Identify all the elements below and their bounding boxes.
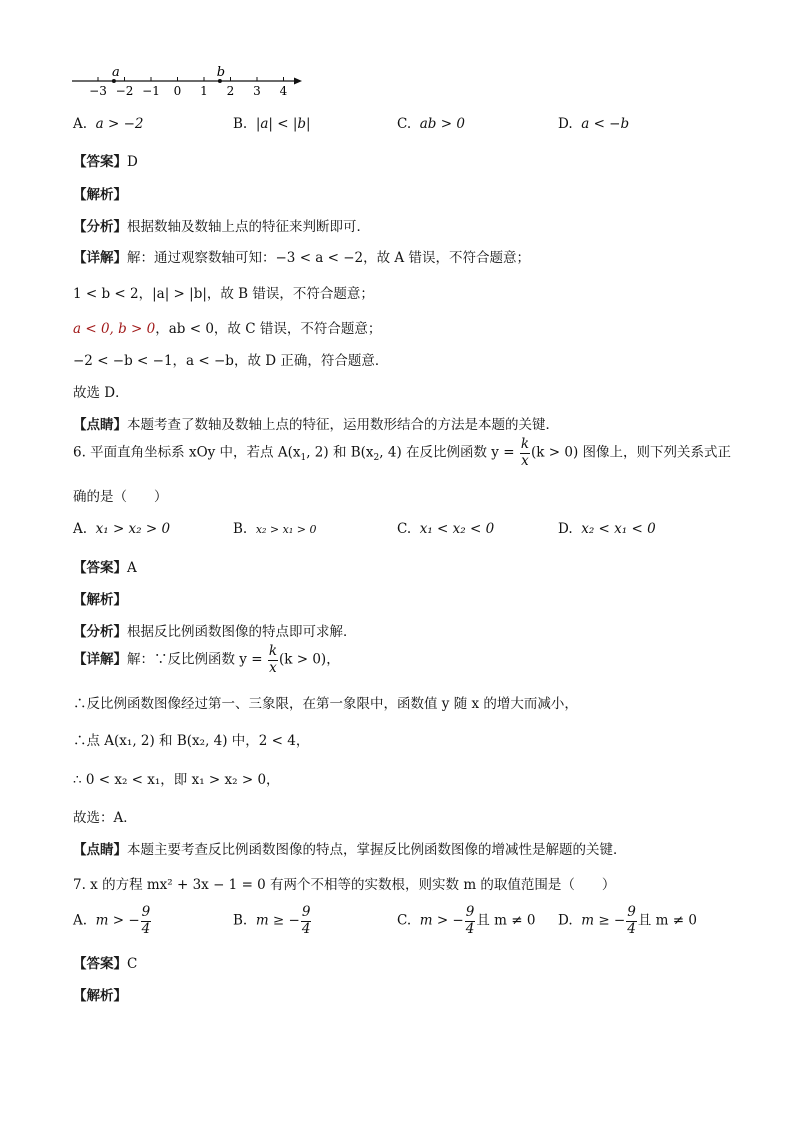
q6-key-point: 【点睛】本题主要考查反比例函数图像的特点，掌握反比例函数图像的增减性是解题的关键． [73,842,627,858]
q5-detail-2: 1 < b < 2，|a| > |b|，故 B 错误，不符合题意； [73,286,374,302]
q7-option-c: C. m > − $\frac{9}{4}$ 且 m ≠ 0 [397,904,536,937]
q6-stem: 6. 平面直角坐标系 xOy 中，若点 $A(x_1$, 2) 和 $B(x_2$, 4) 在反比例函数 y = $\frac{k}{x}$ (k > 0) 图像上，则下列关系式正 [73,436,732,469]
q6-analysis: 【分析】根据反比例函数图像的特点即可求解． [73,624,357,640]
q7-option-a: A. m > − $\frac{9}{4}$ [73,904,151,937]
number-line-tick-label: 1 [200,84,208,98]
number-line-tick-label: 0 [173,84,182,98]
q7-jiexi-heading: 【解析】 [73,988,127,1004]
q6-option-b: B. x₂ > x₁ > 0 [233,521,317,537]
q5-detail-3: a < 0, b > 0，ab < 0，故 C 错误，不符合题意； [73,321,382,337]
q5-detail-1: 【详解】解：通过观察数轴可知：−3 < a < −2，故 A 错误，不符合题意； [73,250,530,266]
q6-stem-line2: 确的是（ ） [73,489,168,505]
q6-detail-1: 【详解】解：∵反比例函数 y = $\frac{k}{x}$ (k > 0)， [73,643,340,676]
number-line-tick-label: 3 [253,84,261,98]
q6-jiexi-heading: 【解析】 [73,592,127,608]
q5-detail-4: −2 < −b < −1，a < −b，故 D 正确，符合题意． [73,353,389,369]
point-a-label: a [112,65,120,80]
number-line-arrow-icon [294,78,302,85]
q6-option-a: A. x₁ > x₂ > 0 [73,521,171,537]
q6-answer: 【答案】A [73,560,137,576]
q6-conclusion: 故选：A． [73,810,137,826]
q6-detail-3: ∴点 A(x₁, 2) 和 B(x₂, 4) 中，2 < 4， [73,733,310,749]
q5-analysis: 【分析】根据数轴及数轴上点的特征来判断即可． [73,219,370,235]
q6-detail-2: ∴反比例函数图像经过第一、三象限，在第一象限中，函数值 y 随 x 的增大而减小， [73,696,578,712]
q7-stem: 7. x 的方程 mx² + 3x − 1 = 0 有两个不相等的实数根，则实数 m 的取值范围是（ ） [73,877,616,893]
q5-answer: 【答案】D [73,154,138,170]
number-line-labels [89,84,288,98]
q5-option-a: A. a > −2 [73,116,144,132]
q5-option-b: B. |a| < |b| [233,116,311,132]
number-line [70,62,310,98]
q5-key-point: 【点睛】本题考查了数轴及数轴上点的特征，运用数形结合的方法是本题的关键． [73,417,559,433]
q6-option-d: D. x₂ < x₁ < 0 [558,521,656,537]
q5-option-d: D. a < −b [558,116,630,132]
number-line-tick-label: −1 [142,84,160,98]
number-line-tick-label: 2 [226,84,235,98]
q6-detail-4: ∴ 0 < x₂ < x₁，即 x₁ > x₂ > 0， [73,772,280,788]
number-line-tick-label: 4 [279,84,288,98]
number-line-tick-label: −3 [89,84,107,98]
point-b-label: b [216,65,226,80]
q6-option-c: C. x₁ < x₂ < 0 [397,521,495,537]
q6-stem-fraction: $\frac{k}{x}$ [520,436,530,469]
q5-conclusion: 故选 D． [73,385,129,401]
q7-option-d: D. m ≥ − $\frac{9}{4}$ 且 m ≠ 0 [558,904,697,937]
q6-detail-fraction: $\frac{k}{x}$ [268,643,277,676]
q5-jiexi-heading: 【解析】 [73,187,127,203]
q7-option-b: B. m ≥ − $\frac{9}{4}$ [233,904,311,937]
q5-option-c: C. ab > 0 [397,116,465,132]
number-line-tick-label: −2 [115,84,134,98]
q7-answer: 【答案】C [73,956,138,972]
